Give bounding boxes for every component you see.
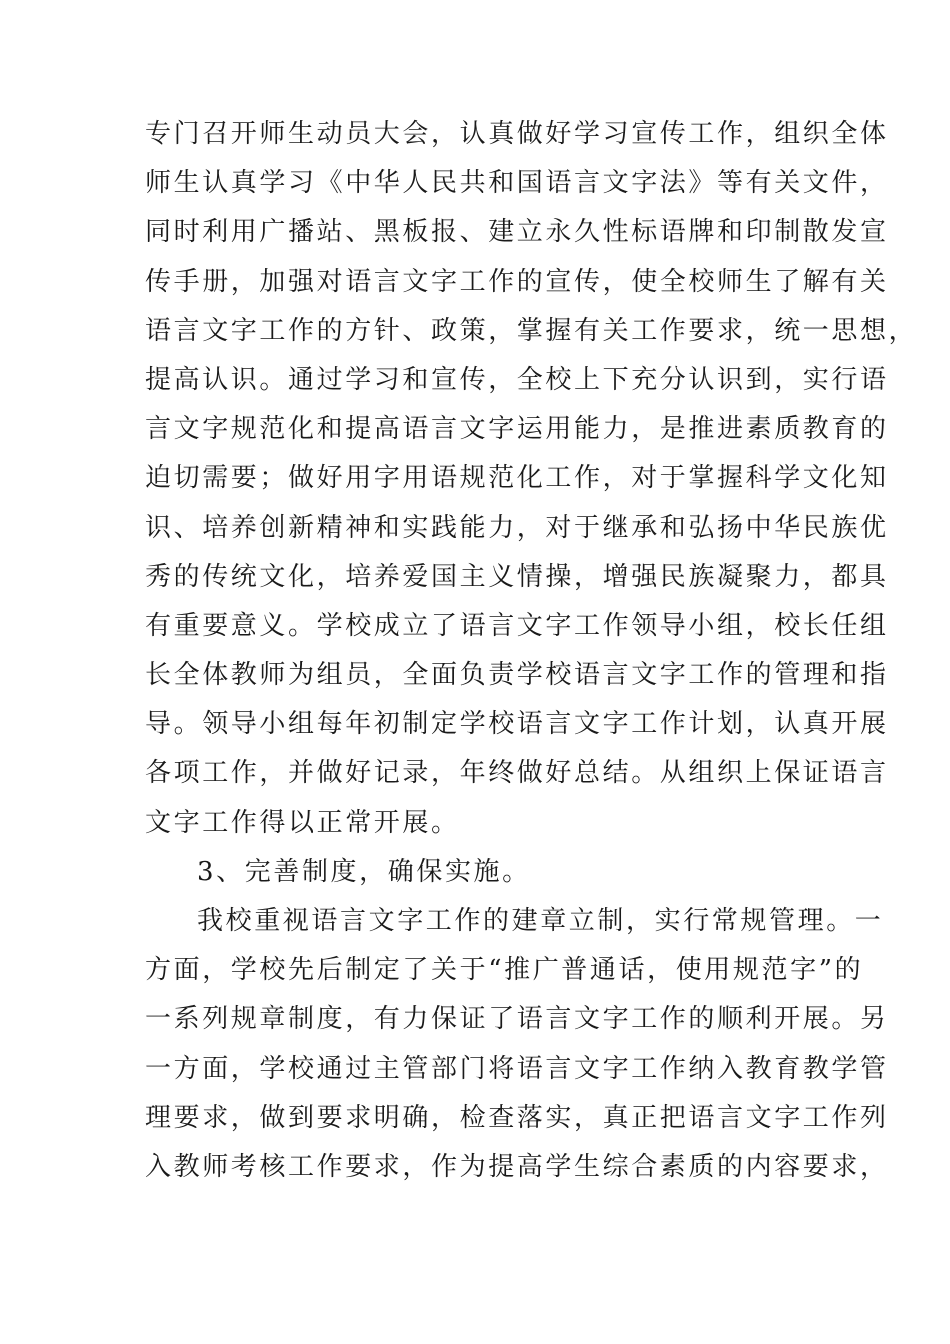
text-line-6: 提高认识。通过学习和宣传，全校上下充分认识到，实行语 <box>145 364 889 395</box>
section-heading: 3、完善制度，确保实施。 <box>197 856 531 887</box>
text-line-17: 我校重视语言文字工作的建章立制，实行常规管理。一 <box>197 906 884 936</box>
text-line-10: 秀的传统文化，培养爱国主义情操，增强民族凝聚力，都具 <box>145 561 889 592</box>
text-line-5: 语言文字工作的方针、政策，掌握有关工作要求，统一思想， <box>145 315 918 346</box>
text-line-13: 导。领导小组每年初制定学校语言文字工作计划，认真开展 <box>145 709 889 740</box>
text-line-19: 一系列规章制度，有力保证了语言文字工作的顺利开展。另 <box>145 1004 889 1035</box>
text-line-8: 迫切需要；做好用字用语规范化工作，对于掌握科学文化知 <box>145 463 889 494</box>
text-line-18: 方面，学校先后制定了关于“推广普通话，使用规范字”的 <box>145 955 864 986</box>
document-body <box>145 110 918 1192</box>
text-line-2: 师生认真学习《中华人民共和国语言文字法》等有关文件， <box>145 168 889 199</box>
text-line-12: 长全体教师为组员，全面负责学校语言文字工作的管理和指 <box>145 660 889 691</box>
text-line-3: 同时利用广播站、黑板报、建立永久性标语牌和印制散发宣 <box>145 217 889 248</box>
text-line-15: 文字工作得以正常开展。 <box>145 807 460 838</box>
text-line-7: 言文字规范化和提高语言文字运用能力，是推进素质教育的 <box>145 414 889 445</box>
text-line-4: 传手册，加强对语言文字工作的宣传，使全校师生了解有关 <box>145 266 889 297</box>
text-line-20: 一方面，学校通过主管部门将语言文字工作纳入教育教学管 <box>145 1053 889 1084</box>
text-line-1: 专门召开师生动员大会，认真做好学习宣传工作，组织全体 <box>145 119 889 149</box>
text-line-14: 各项工作，并做好记录，年终做好总结。从组织上保证语言 <box>145 758 889 789</box>
text-line-11: 有重要意义。学校成立了语言文字工作领导小组，校长任组 <box>145 610 889 641</box>
text-line-21: 理要求，做到要求明确，检查落实，真正把语言文字工作列 <box>145 1102 889 1133</box>
text-line-9: 识、培养创新精神和实践能力，对于继承和弘扬中华民族优 <box>145 512 889 543</box>
text-line-22: 入教师考核工作要求，作为提高学生综合素质的内容要求， <box>145 1151 889 1182</box>
